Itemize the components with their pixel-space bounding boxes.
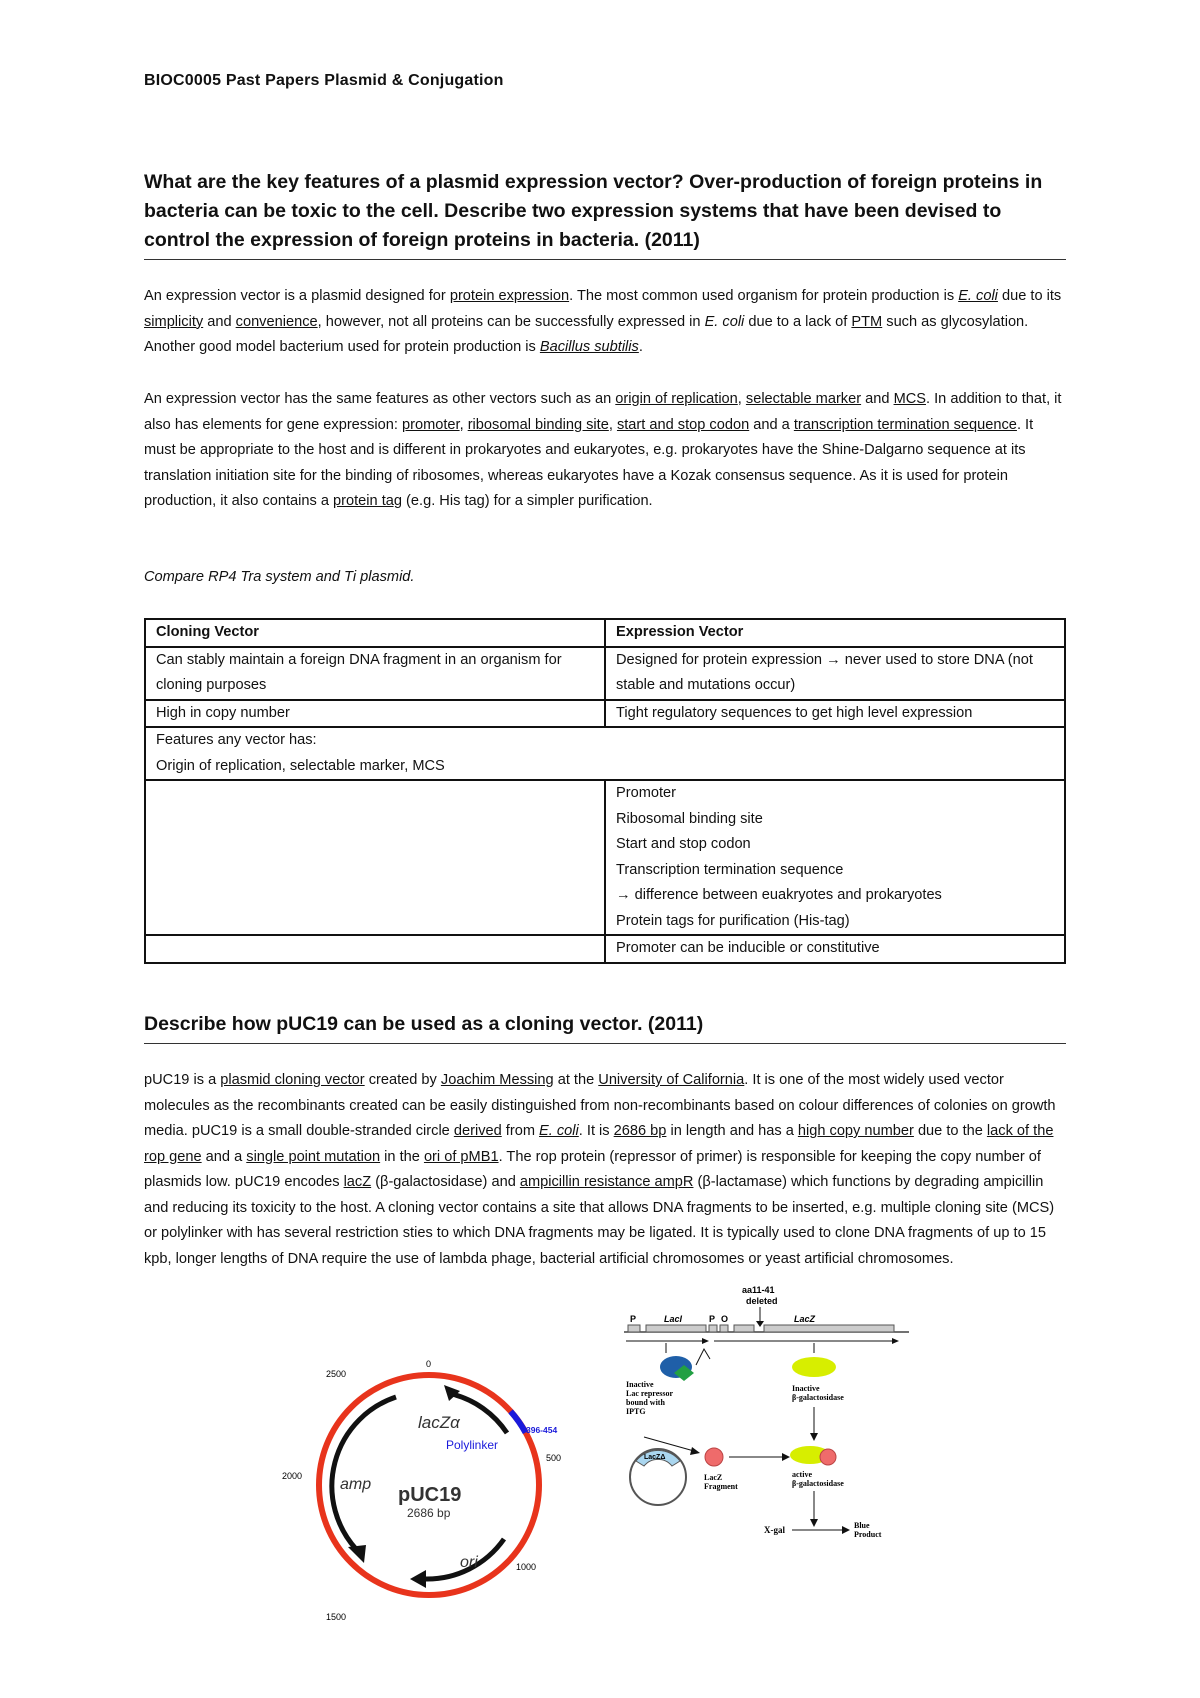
gene-label: P <box>709 1314 716 1324</box>
gene-label: LacZ <box>794 1314 816 1324</box>
puc19-map-figure <box>274 1325 574 1625</box>
table-row <box>145 935 1065 963</box>
activation-arrowhead <box>810 1433 818 1441</box>
transcript-arrowhead <box>892 1338 899 1344</box>
tick-label: 2500 <box>326 1369 347 1379</box>
active-bgal-label: active <box>792 1470 812 1479</box>
ori-label: ori <box>460 1554 478 1571</box>
paragraph-vector-features: An expression vector has the same features as other vectors such as an origin of replication, selectable marker and MCS. In addition to that, it also has elements for gene expression: promoter, ribosomal binding site, start and stop codon and a transcription termination sequence. It must be appropriate to the host and is different in prokaryotes and eukaryotes, e.g. prokaryotes have the Shine-Dalgarno sequence at its translation initiation site for the binding of ribosomes, whereas eukaryotes have a Kozak consensus sequence. As it is used for protein production, it also contains a protein tag (e.g. His tag) for a simpler purification. <box>144 391 1062 509</box>
table-cell: High in copy number <box>145 700 605 728</box>
tick-label: 500 <box>546 1453 562 1463</box>
gene-label: P <box>630 1314 637 1324</box>
table-cell: Tight regulatory sequences to get high level expression <box>605 700 1065 728</box>
table-cell: Can stably maintain a foreign DNA fragment in an organism for cloning purposes <box>145 647 605 700</box>
gene-box <box>764 1325 894 1332</box>
tick-label: 2000 <box>282 1471 303 1481</box>
table-header-expression: Expression Vector <box>605 619 1065 647</box>
fragment-label: Fragment <box>704 1482 738 1491</box>
table-cell-empty <box>145 935 605 963</box>
plasmid-name: pUC19 <box>398 1484 462 1506</box>
gene-box <box>628 1325 640 1332</box>
blue-product-label: Blue <box>854 1521 870 1530</box>
transcript-arrowhead <box>702 1338 709 1344</box>
amp-label: amp <box>340 1476 372 1493</box>
blue-product-label: Product <box>854 1530 882 1539</box>
inactive-bgal-label: Inactive <box>792 1384 820 1393</box>
question-1-title: What are the key features of a plasmid expression vector? Over-production of foreign proteins in bacteria can be toxic to the cell. Describe two expression systems that have been devised to control the expression of foreign proteins in bacteria. (2011) <box>144 168 1066 260</box>
polylinker-label: Polylinker <box>446 1438 499 1452</box>
page-header: BIOC0005 Past Papers Plasmid & Conjugation <box>144 72 504 89</box>
question-1 <box>144 168 1066 260</box>
combine-arrowhead <box>782 1453 790 1461</box>
paragraph-expression-vector: An expression vector is a plasmid designed for protein expression. The most common used organism for protein production is E. coli due to its simplicity and convenience, however, not all proteins can be successfully expressed in E. coli due to a lack of PTM such as glycosylation. Another good model bacterium used for protein production is Bacillus subtilis. <box>144 288 1062 355</box>
active-bgal-fragment <box>820 1449 836 1465</box>
lacz-arrowhead <box>444 1385 460 1401</box>
fragment-label: LacZ <box>704 1473 723 1482</box>
lacz-plasmid-label: LacZΔ <box>644 1454 666 1461</box>
lacz-complementation-figure <box>614 1285 914 1625</box>
question-2 <box>144 1010 1066 1044</box>
question-2-title: Describe how pUC19 can be used as a cloning vector. (2011) <box>144 1010 1066 1044</box>
inactive-bgal-shape <box>792 1357 836 1377</box>
tick-label: 1000 <box>516 1562 537 1572</box>
tick-label: 1500 <box>326 1612 347 1622</box>
table-row <box>145 647 1065 700</box>
plasmid-size: 2686 bp <box>407 1506 451 1520</box>
figures <box>144 1285 1066 1625</box>
table-cell-expression-elements: Promoter Ribosomal binding site Start and stop codon Transcription termination sequence → difference between euakryotes and prokaryotes Protein tags for purification (His-tag) <box>605 780 1065 935</box>
comparison-table <box>144 618 1066 964</box>
repressor-pointer <box>696 1349 710 1365</box>
paragraph-puc19: pUC19 is a plasmid cloning vector created by Joachim Messing at the University of California. It is one of the most widely used vector molecules as the recombinants created can be easily distinguished from non-recombinants based on colour differences of colonies on growth media. pUC19 is a small double-stranded circle derived from E. coli. It is 2686 bp in length and has a high copy number due to the lack of the rop gene and a single point mutation in the ori of pMB1. The rop protein (repressor of primer) is responsible for keeping the copy number of plasmids low. pUC19 encodes lacZ (β-galactosidase) and ampicillin resistance ampR (β-lactamase) which functions by degrading ampicillin and reducing its toxicity to the host. A cloning vector contains a site that allows DNA fragments to be inserted, e.g. multiple cloning site (MCS) or polylinker with has several restriction sties to which DNA fragments may be ligated. It is typically used to clone DNA fragments of up to 15 kpb, longer lengths of DNA require the use of lambda phage, bacterial artificial chromosomes or yeast artificial chromosomes. <box>144 1072 1056 1267</box>
repressor-label: Lac repressor <box>626 1389 674 1398</box>
compare-note: Compare RP4 Tra system and Ti plasmid. <box>144 569 415 585</box>
xgal-label: X-gal <box>764 1525 785 1535</box>
product-arrowhead <box>810 1519 818 1527</box>
tick-label: 0 <box>426 1359 432 1369</box>
table-row <box>145 780 1065 935</box>
repressor-label: IPTG <box>626 1407 646 1416</box>
ori-arrowhead <box>410 1570 426 1588</box>
gene-box <box>720 1325 728 1332</box>
inactive-bgal-label: β-galactosidase <box>792 1393 844 1402</box>
table-cell-shared-features: Features any vector has: Origin of replication, selectable marker, MCS <box>145 727 1065 780</box>
table-row <box>145 700 1065 728</box>
repressor-label: Inactive <box>626 1380 654 1389</box>
table-row <box>145 619 1065 647</box>
gene-label: LacI <box>664 1314 683 1324</box>
gene-box <box>646 1325 706 1332</box>
active-bgal-label: β-galactosidase <box>792 1479 844 1488</box>
deletion-note: deleted <box>746 1296 778 1306</box>
blue-arrowhead <box>842 1526 850 1534</box>
table-cell-empty <box>145 780 605 935</box>
repressor-label: bound with <box>626 1398 665 1407</box>
table-cell: Promoter can be inducible or constitutive <box>605 935 1065 963</box>
polylinker-arc <box>511 1411 526 1432</box>
gene-label: O <box>721 1314 729 1324</box>
lacz-label: lacZα <box>418 1413 460 1432</box>
table-header-cloning: Cloning Vector <box>145 619 605 647</box>
lacz-fragment-shape <box>705 1448 723 1466</box>
gene-box <box>709 1325 717 1332</box>
table-cell: Designed for protein expression → never used to store DNA (not stable and mutations occur) <box>605 647 1065 700</box>
polylinker-range: 396-454 <box>526 1425 558 1435</box>
deletion-pointer-head <box>756 1321 764 1327</box>
plasmid-pointer-head <box>690 1447 700 1455</box>
deletion-note: aa11-41 <box>742 1285 775 1295</box>
table-row <box>145 727 1065 780</box>
gene-box <box>734 1325 754 1332</box>
